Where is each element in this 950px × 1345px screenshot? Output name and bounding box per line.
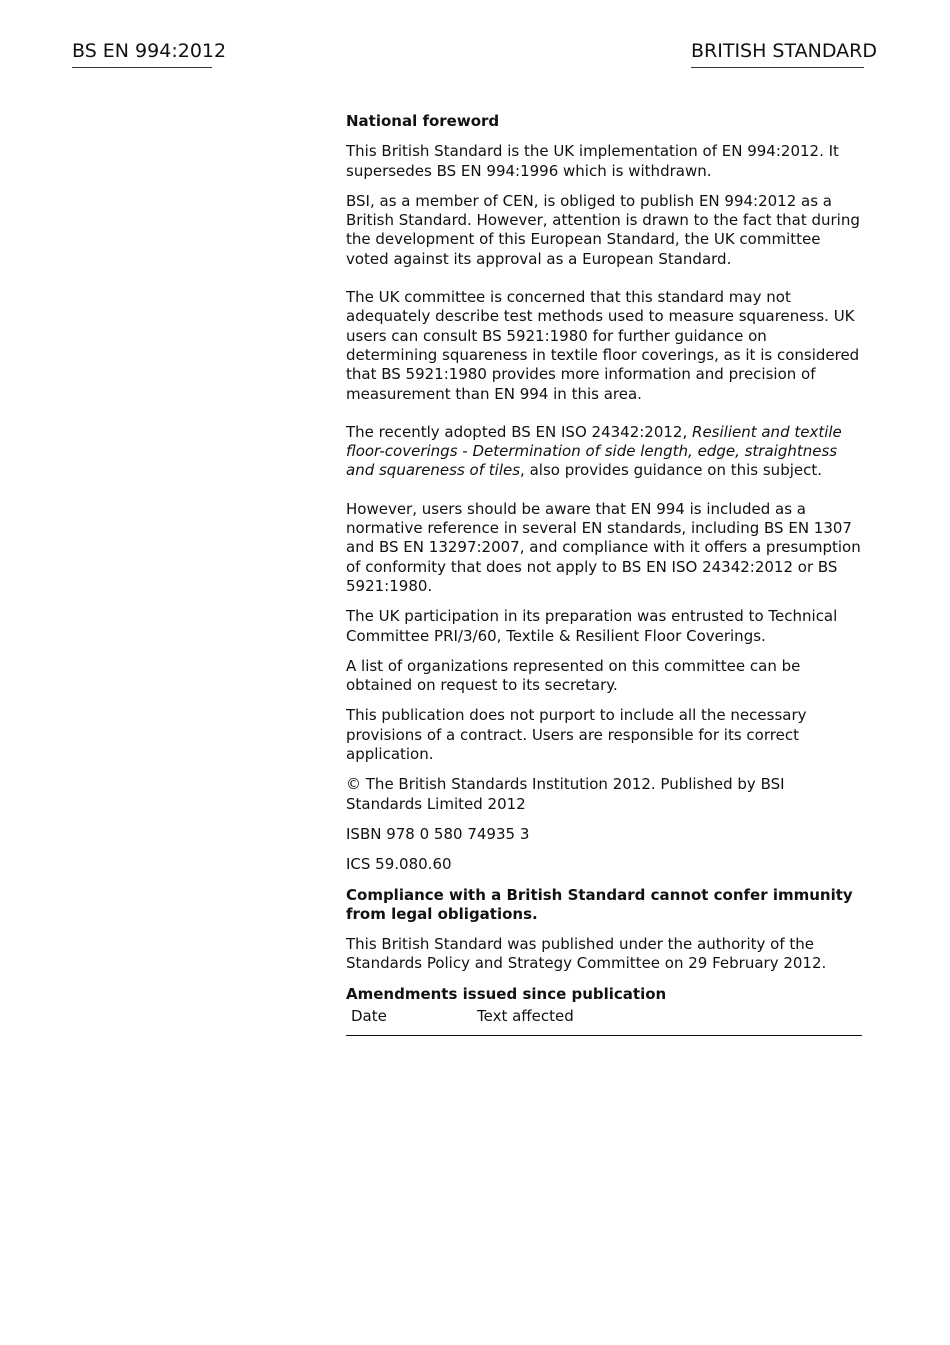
- foreword-paragraph: [346, 423, 862, 481]
- foreword-paragraph: This publication does not purport to include all the necessary provisions of a contract. Users are responsible for its correct application.: [346, 706, 807, 764]
- amendments-table-header: [346, 1007, 862, 1036]
- copyright-notice: © The British Standards Institution 2012. Published by BSI Standards Limited 2012: [346, 775, 785, 813]
- amendments-column-date: Date: [351, 1006, 387, 1025]
- foreword-paragraph: However, users should be aware that EN 994 is included as a normative reference in several EN standards, including BS EN 1307 and BS EN 13297:2007, and compliance with it offers a presumption of conformity that does not apply to BS EN ISO 24342:2012 or BS 5921:1980.: [346, 499, 861, 595]
- amendments-title: Amendments issued since publication: [346, 984, 667, 1003]
- compliance-notice: Compliance with a British Standard cannot confer immunity from legal obligations.: [346, 885, 853, 923]
- referenced-standard-title: Resilient and textile floor-coverings - Determination of side length, edge, straightness and squareness of tiles: [346, 422, 842, 480]
- foreword-paragraph: A list of organizations represented on this committee can be obtained on request to its secretary.: [346, 656, 801, 695]
- authority-statement: This British Standard was published under the authority of the Standards Policy and Strategy Committee on 29 February 2012.: [346, 935, 827, 973]
- amendments-column-text-affected: Text affected: [477, 1006, 574, 1025]
- foreword-paragraph: The UK committee is concerned that this standard may not adequately describe test methods used to measure squareness. UK users can consult BS 5921:1980 for further guidance on determining squareness in textile floor coverings, as it is considered that BS 5921:1980 provides more information and precision of measurement than EN 994 in this area.: [346, 288, 860, 403]
- header-doc-id: BS EN 994:2012: [72, 39, 212, 68]
- foreword-paragraph: BSI, as a member of CEN, is obliged to publish EN 994:2012 as a British Standard. However, attention is drawn to the fact that during the development of this European Standard, the UK committee voted against its approval as a European Standard.: [346, 191, 860, 268]
- header-series: BRITISH STANDARD: [691, 39, 864, 68]
- ics-code: ICS 59.080.60: [346, 855, 452, 874]
- foreword-title: National foreword: [346, 112, 500, 130]
- foreword-paragraph: The UK participation in its preparation was entrusted to Technical Committee PRI/3/60, Textile & Resilient Floor Coverings.: [346, 607, 838, 645]
- foreword-paragraph: This British Standard is the UK implementation of EN 994:2012. It supersedes BS EN 994:1996 which is withdrawn.: [346, 142, 839, 180]
- foreword-text: The recently adopted BS EN ISO 24342:2012,: [346, 422, 693, 441]
- national-foreword: [346, 112, 862, 1036]
- isbn: ISBN 978 0 580 74935 3: [346, 824, 530, 843]
- foreword-text: , also provides guidance on this subject.: [520, 461, 823, 480]
